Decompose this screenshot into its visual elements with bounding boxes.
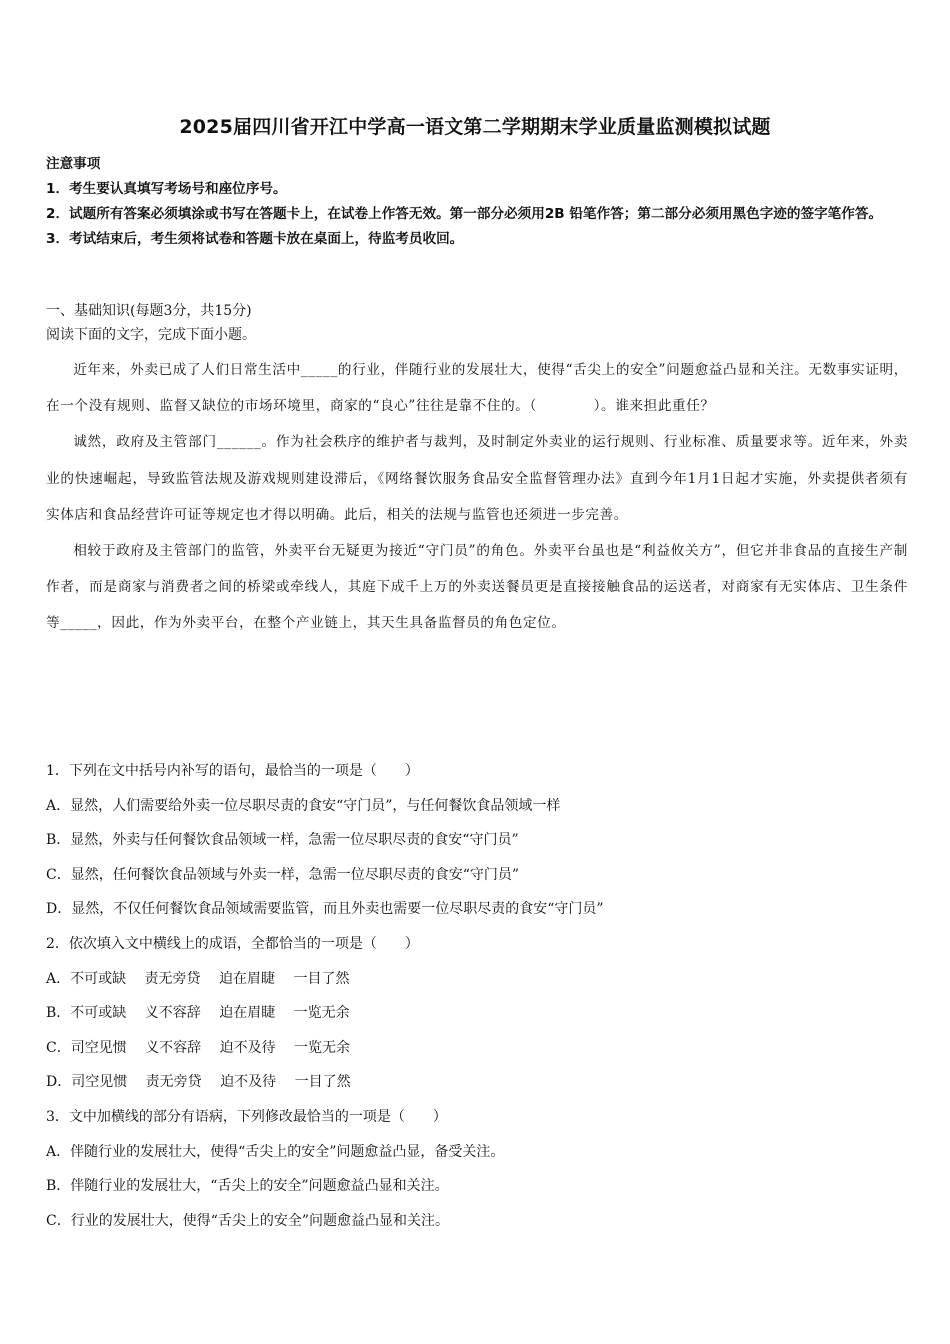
- question-option: C．行业的发展壮大，使得“舌尖上的安全”问题愈益凸显和关注。: [46, 1212, 450, 1229]
- notice-block: [46, 152, 912, 252]
- question-option: A．伴随行业的发展壮大，使得“舌尖上的安全”问题愈益凸显，备受关注。: [46, 1143, 505, 1160]
- question-stem: 1．下列在文中括号内补写的语句，最恰当的一项是（ ）: [46, 763, 419, 779]
- exam-title: 2025届四川省开江中学高一语文第二学期期末学业质量监测模拟试题: [179, 116, 771, 138]
- question-option: C．显然，任何餐饮食品领域与外卖一样，急需一位尽职尽责的食安“守门员”: [46, 866, 520, 883]
- question-option: D．司空见惯 责无旁贷 迫不及待 一目了然: [46, 1074, 351, 1091]
- notice-heading: 注意事项: [46, 156, 101, 172]
- notice-item: 1．考生要认真填写考场号和座位序号。: [46, 181, 287, 197]
- passage-paragraph: 相较于政府及主管部门的监管，外卖平台无疑更为接近“守门员”的角色。外卖平台虽也是“利益攸关方”，但它并非食品的直接生产制作者，而是商家与消费者之间的桥梁或牵线人，其庭下成千上万的外卖送餐员更是直接接触食品的运送者，对商家有无实体店、卫生条件等_____，因此，作为外卖平台，在整个产业链上，其天生具备监督员的角色定位。: [46, 543, 908, 632]
- notice-item: 2．试题所有答案必须填涂或书写在答题卡上，在试卷上作答无效。第一部分必须用2B 铅笔作答；第二部分必须用黑色字迹的签字笔作答。: [46, 206, 883, 222]
- question-stem: 3．文中加横线的部分有语病，下列修改最恰当的一项是（ ）: [46, 1108, 447, 1125]
- question-option: A．不可或缺 责无旁贷 迫在眉睫 一目了然: [46, 970, 350, 987]
- question-option: D．显然，不仅任何餐饮食品领域需要监管，而且外卖也需要一位尽职尽责的食安“守门员”: [46, 901, 604, 918]
- passage-paragraph: 诚然，政府及主管部门______。作为社会秩序的维护者与裁判，及时制定外卖业的运行规则、行业标准、质量要求等。近年来，外卖业的快速崛起，导致监管法规及游戏规则建设滞后，《网络餐饮服务食品安全监督管理办法》直到今年1月1日起才实施，外卖提供者须有实体店和食品经营许可证等规定也才得以明确。此后，相关的法规与监管也还须进一步完善。: [46, 434, 908, 523]
- question-stem: 2．依次填入文中横线上的成语，全都恰当的一项是（ ）: [46, 935, 419, 952]
- question-option: B．显然，外卖与任何餐饮食品领域一样，急需一位尽职尽责的食安“守门员”: [46, 832, 519, 849]
- question-list: [46, 754, 912, 1238]
- section-heading: 一、基础知识(每题3分，共15分): [46, 303, 252, 319]
- passage-paragraph: 近年来，外卖已成了人们日常生活中_____的行业，伴随行业的发展壮大，使得“舌尖上的安全”问题愈益凸显和关注。无数事实证明，在一个没有规则、监督又缺位的市场环境里，商家的“良心”往往是靠不住的。（ ）。谁来担此重任？: [46, 362, 908, 415]
- reading-passage: [46, 352, 908, 642]
- question-option: C．司空见惯 义不容辞 迫不及待 一览无余: [46, 1039, 351, 1056]
- question-option: B．不可或缺 义不容辞 迫在眉睫 一览无余: [46, 1005, 350, 1022]
- question-option: A．显然，人们需要给外卖一位尽职尽责的食安“守门员”，与任何餐饮食品领域一样: [46, 797, 561, 814]
- section-instruction: 阅读下面的文字，完成下面小题。: [46, 327, 256, 343]
- question-option: B．伴随行业的发展壮大，“舌尖上的安全”问题愈益凸显和关注。: [46, 1178, 449, 1195]
- notice-item: 3．考试结束后，考生须将试卷和答题卡放在桌面上，待监考员收回。: [46, 231, 464, 247]
